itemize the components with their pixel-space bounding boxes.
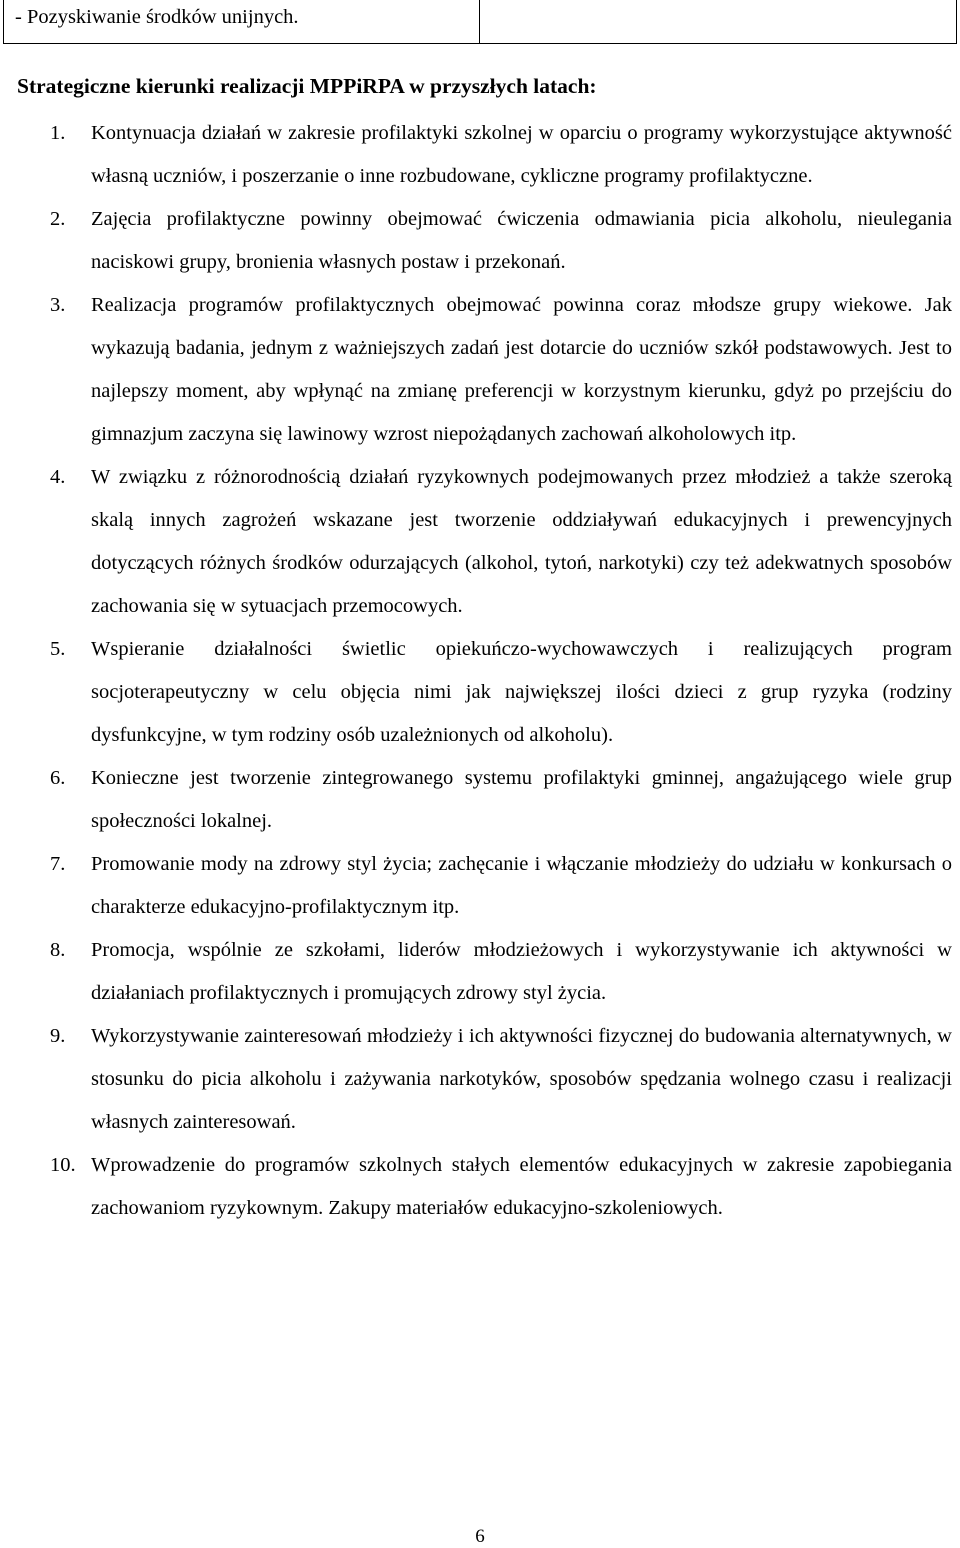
table-fragment — [3, 0, 957, 44]
item-number: 10. — [50, 1154, 76, 1176]
item-number: 3. — [50, 294, 66, 316]
item-text: Realizacja programów profilaktycznych obejmować powinna coraz młodsze grupy wiekowe. Jak wykazują badania, jednym z ważniejszych zadań jest dotarcie do uczniów szkół podstawowych. Jest to najlepszy moment, aby wpłynąć na zmianę preferencji w korzystnym kierunku, gdyż po przejściu do gimnazjum zaczyna się lawinowy wzrost niepożądanych zachowań alkoholowych itp. — [91, 294, 952, 445]
item-number: 7. — [50, 853, 66, 875]
table-column-divider — [479, 0, 480, 43]
list-item — [0, 929, 960, 1015]
list-item — [0, 112, 960, 198]
list-item — [0, 1015, 960, 1144]
item-text: Wprowadzenie do programów szkolnych stałych elementów edukacyjnych w zakresie zapobiegania zachowaniom ryzykownym. Zakupy materiałów edukacyjno-szkoleniowych. — [91, 1154, 952, 1219]
item-number: 6. — [50, 767, 66, 789]
item-text: Wspieranie działalności świetlic opiekuńczo-wychowawczych i realizujących program socjoterapeutyczny w celu objęcia nimi jak największej ilości dzieci z grup ryzyka (rodziny dysfunkcyjne, w tym rodziny osób uzależnionych od alkoholu). — [91, 638, 952, 746]
section-heading: Strategiczne kierunki realizacji MPPiRPA w przyszłych latach: — [17, 74, 597, 98]
item-text: Kontynuacja działań w zakresie profilaktyki szkolnej w oparciu o programy wykorzystujące aktywność własną uczniów, i poszerzanie o inne rozbudowane, cykliczne programy profilaktyczne. — [91, 122, 952, 187]
list-item — [0, 284, 960, 456]
item-number: 2. — [50, 208, 66, 230]
item-text: Konieczne jest tworzenie zintegrowanego systemu profilaktyki gminnej, angażującego wiele grup społeczności lokalnej. — [91, 767, 952, 832]
item-text: Promocja, wspólnie ze szkołami, liderów młodzieżowych i wykorzystywanie ich aktywności w działaniach profilaktycznych i promujących zdrowy styl życia. — [91, 939, 952, 1004]
table-cell-left: - Pozyskiwanie środków unijnych. — [15, 6, 299, 28]
item-number: 4. — [50, 466, 66, 488]
item-number: 9. — [50, 1025, 66, 1047]
item-number: 8. — [50, 939, 66, 961]
item-text: W związku z różnorodnością działań ryzykownych podejmowanych przez młodzież a także szeroką skalą innych zagrożeń wskazane jest tworzenie oddziaływań edukacyjnych i prewencyjnych dotyczących różnych środków odurzających (alkohol, tytoń, narkotyki) czy też adekwatnych sposobów zachowania się w sytuacjach przemocowych. — [91, 466, 952, 617]
strategy-list — [0, 112, 960, 1230]
list-item — [0, 1144, 960, 1230]
list-item — [0, 843, 960, 929]
list-item — [0, 198, 960, 284]
item-number: 1. — [50, 122, 66, 144]
item-text: Wykorzystywanie zainteresowań młodzieży i ich aktywności fizycznej do budowania alternatywnych, w stosunku do picia alkoholu i zażywania narkotyków, sposobów spędzania wolnego czasu i realizacji własnych zainteresowań. — [91, 1025, 952, 1133]
page-number: 6 — [475, 1526, 485, 1547]
list-item — [0, 456, 960, 628]
item-text: Promowanie mody na zdrowy styl życia; zachęcanie i włączanie młodzieży do udziału w konkursach o charakterze edukacyjno-profilaktycznym itp. — [91, 853, 952, 918]
list-item — [0, 757, 960, 843]
item-number: 5. — [50, 638, 66, 660]
item-text: Zajęcia profilaktyczne powinny obejmować ćwiczenia odmawiania picia alkoholu, nieulegania naciskowi grupy, bronienia własnych postaw i przekonań. — [91, 208, 952, 273]
list-item — [0, 628, 960, 757]
